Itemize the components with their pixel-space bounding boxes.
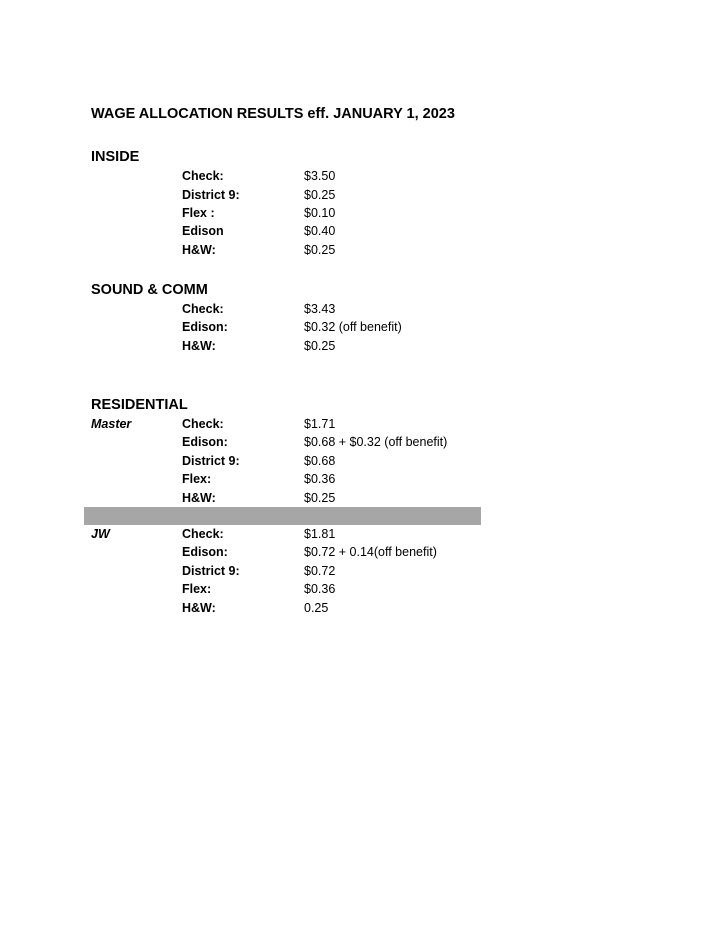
allocation-row bbox=[0, 337, 720, 356]
allocation-row bbox=[0, 525, 720, 544]
page-title: WAGE ALLOCATION RESULTS eff. JANUARY 1, 2023 bbox=[91, 106, 455, 122]
row-value: 0.25 bbox=[304, 601, 329, 615]
row-label: Flex: bbox=[182, 582, 212, 596]
allocation-row bbox=[0, 222, 720, 241]
allocation-row bbox=[0, 241, 720, 260]
row-label: District 9: bbox=[182, 454, 240, 468]
row-label: District 9: bbox=[182, 564, 240, 578]
allocation-row bbox=[0, 186, 720, 205]
divider-band bbox=[84, 507, 481, 525]
section-title-residential: RESIDENTIAL bbox=[91, 397, 188, 413]
row-value: $0.36 bbox=[304, 582, 336, 596]
role-label-jw: JW bbox=[91, 527, 110, 541]
row-label: District 9: bbox=[182, 188, 240, 202]
row-label: Edison bbox=[182, 224, 224, 238]
row-label: H&W: bbox=[182, 339, 216, 353]
row-label: H&W: bbox=[182, 601, 216, 615]
row-label: Flex: bbox=[182, 472, 212, 486]
row-value: $0.25 bbox=[304, 339, 336, 353]
allocation-row bbox=[0, 300, 720, 319]
row-label: H&W: bbox=[182, 491, 216, 505]
row-value: $0.25 bbox=[304, 491, 336, 505]
row-value: $0.40 bbox=[304, 224, 336, 238]
allocation-row bbox=[0, 204, 720, 223]
row-value: $3.50 bbox=[304, 169, 336, 183]
allocation-row bbox=[0, 599, 720, 618]
row-value: $0.25 bbox=[304, 243, 336, 257]
allocation-row bbox=[0, 318, 720, 337]
allocation-row bbox=[0, 167, 720, 186]
row-label: Flex : bbox=[182, 206, 215, 220]
role-label-master: Master bbox=[91, 417, 132, 431]
row-label: Check: bbox=[182, 417, 224, 431]
section-title-inside: INSIDE bbox=[91, 149, 140, 165]
row-label: Edison: bbox=[182, 545, 228, 559]
row-label: Check: bbox=[182, 169, 224, 183]
row-value: $0.72 + 0.14(off benefit) bbox=[304, 545, 437, 559]
allocation-row bbox=[0, 470, 720, 489]
row-label: Edison: bbox=[182, 320, 228, 334]
row-label: H&W: bbox=[182, 243, 216, 257]
row-label: Check: bbox=[182, 302, 224, 316]
allocation-row bbox=[0, 452, 720, 471]
row-value: $0.68 bbox=[304, 454, 336, 468]
row-value: $0.36 bbox=[304, 472, 336, 486]
allocation-row bbox=[0, 580, 720, 599]
allocation-row bbox=[0, 433, 720, 452]
section-title-sound-comm: SOUND & COMM bbox=[91, 282, 208, 298]
allocation-row bbox=[0, 415, 720, 434]
row-value: $0.68 + $0.32 (off benefit) bbox=[304, 435, 448, 449]
row-value: $0.10 bbox=[304, 206, 336, 220]
row-label: Check: bbox=[182, 527, 224, 541]
row-value: $0.32 (off benefit) bbox=[304, 320, 402, 334]
allocation-row bbox=[0, 543, 720, 562]
row-value: $1.81 bbox=[304, 527, 336, 541]
row-value: $1.71 bbox=[304, 417, 336, 431]
row-label: Edison: bbox=[182, 435, 228, 449]
row-value: $3.43 bbox=[304, 302, 336, 316]
allocation-row bbox=[0, 489, 720, 508]
allocation-row bbox=[0, 562, 720, 581]
row-value: $0.25 bbox=[304, 188, 336, 202]
row-value: $0.72 bbox=[304, 564, 336, 578]
